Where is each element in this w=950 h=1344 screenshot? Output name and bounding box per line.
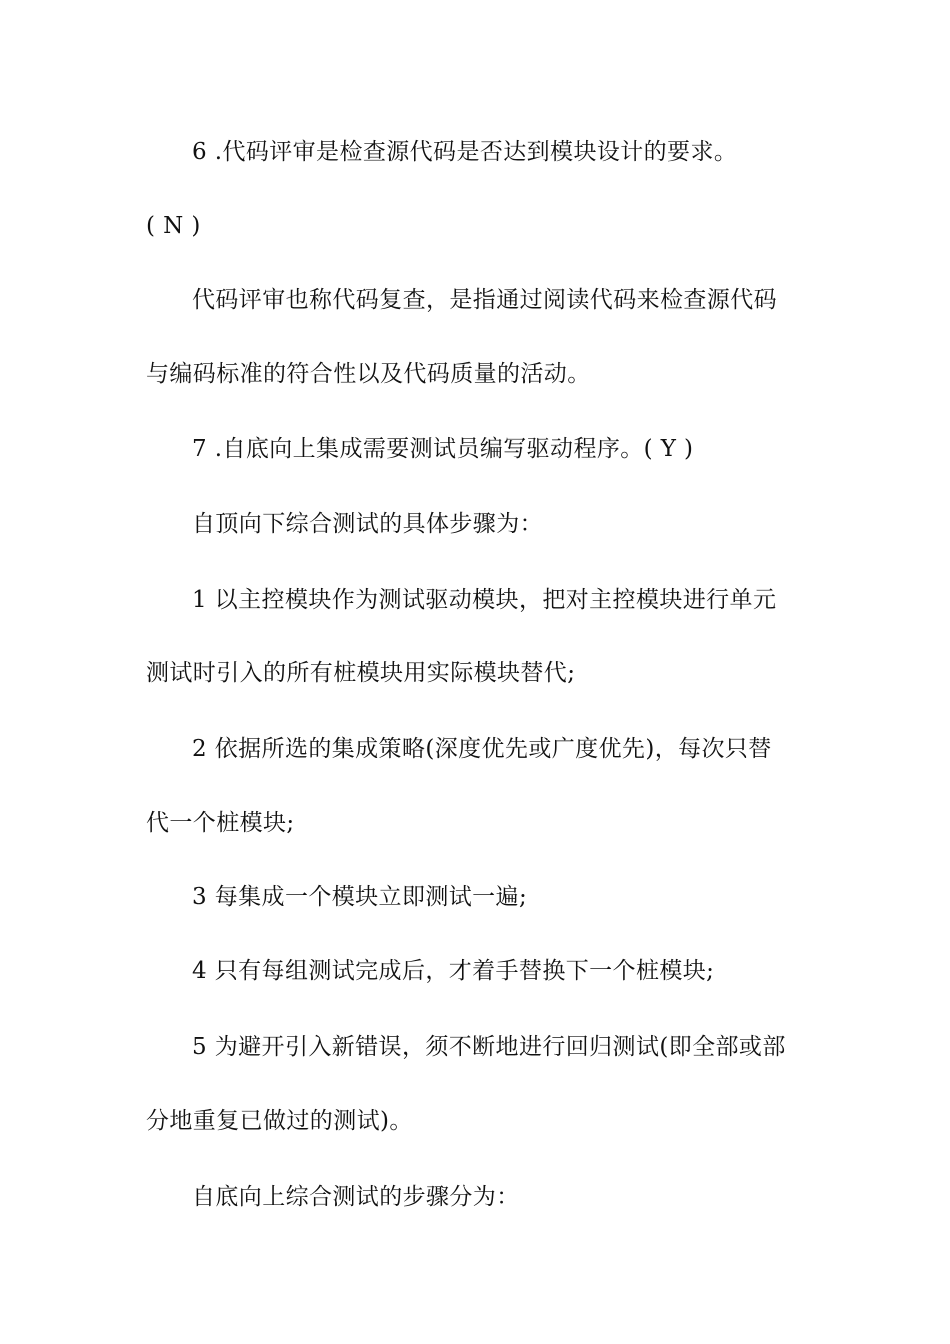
step-1-line: 测试时引入的所有桩模块用实际模块替代; bbox=[146, 660, 576, 686]
step-2-line: 代一个桩模块; bbox=[146, 810, 295, 836]
step-5-line: 分地重复已做过的测试)。 bbox=[146, 1108, 413, 1134]
step-4-line: 4 只有每组测试完成后，才着手替换下一个桩模块; bbox=[192, 958, 715, 984]
explanation-line: 与编码标准的符合性以及代码质量的活动。 bbox=[146, 361, 591, 387]
step-3-line: 3 每集成一个模块立即测试一遍; bbox=[192, 884, 528, 910]
question-6-answer: ( N ) bbox=[146, 213, 201, 239]
explanation-line: 代码评审也称代码复查，是指通过阅读代码来检查源代码 bbox=[192, 287, 777, 313]
step-1-line: 1 以主控模块作为测试驱动模块，把对主控模块进行单元 bbox=[192, 587, 777, 613]
step-2-line: 2 依据所选的集成策略(深度优先或广度优先)，每次只替 bbox=[192, 736, 772, 762]
question-6-statement: 6 .代码评审是检查源代码是否达到模块设计的要求。 bbox=[192, 139, 738, 165]
topdown-heading: 自顶向下综合测试的具体步骤为： bbox=[192, 511, 543, 537]
bottomup-heading: 自底向上综合测试的步骤分为： bbox=[192, 1184, 520, 1210]
step-5-line: 5 为避开引入新错误，须不断地进行回归测试(即全部或部 bbox=[192, 1034, 786, 1060]
question-7-statement: 7 .自底向上集成需要测试员编写驱动程序。( Y ) bbox=[192, 436, 694, 462]
